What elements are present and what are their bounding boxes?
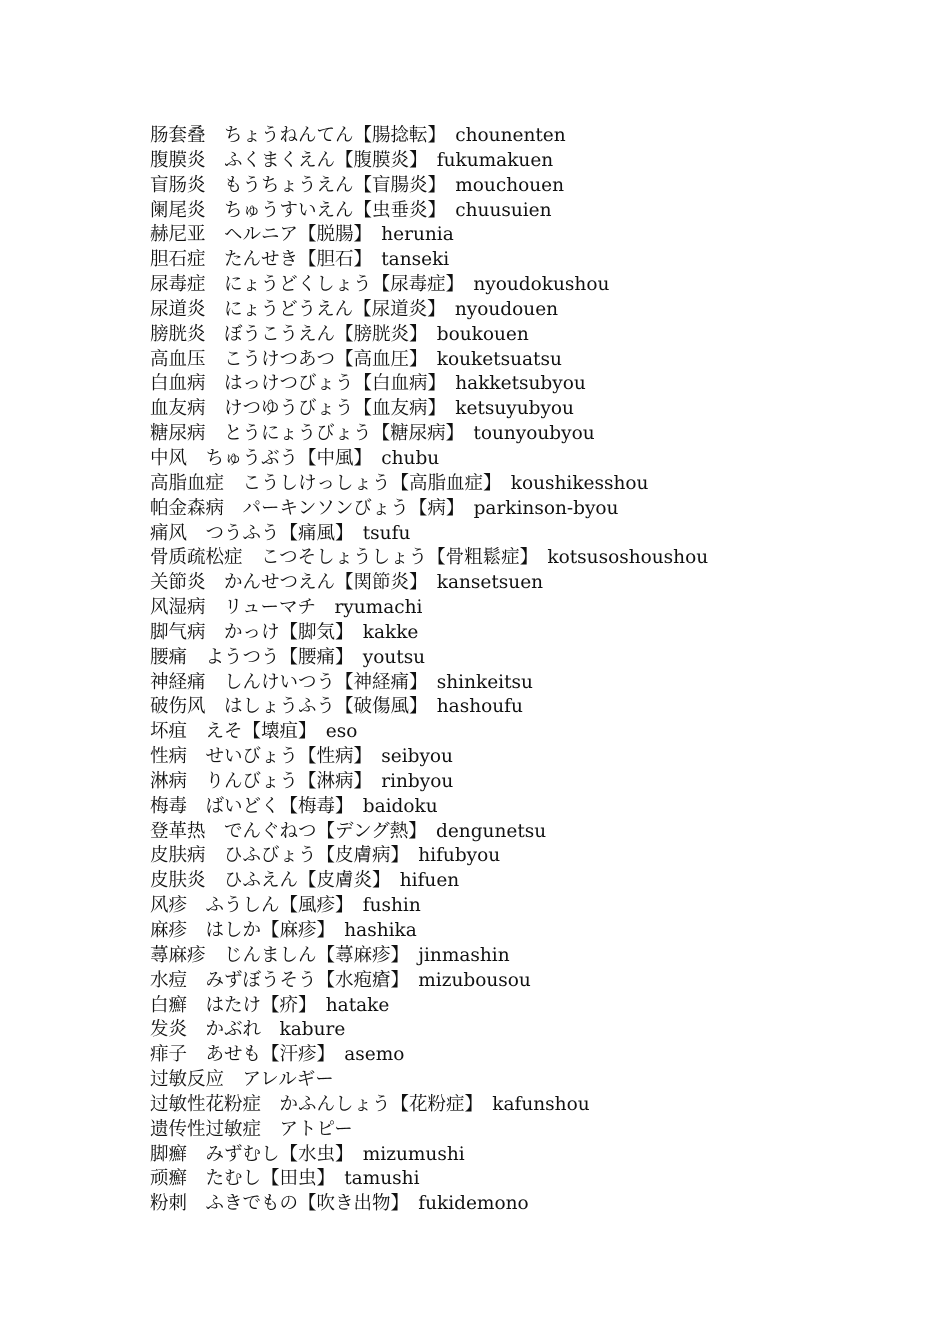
entry-text: 蕁麻疹 じんましん【蕁麻疹】 jinmashin xyxy=(150,944,510,966)
entry-text: 皮肤炎 ひふえん【皮膚炎】 hifuen xyxy=(150,870,460,892)
list-item xyxy=(150,720,910,745)
list-item xyxy=(150,273,910,298)
entry-text: 赫尼亚 ヘルニア【脱腸】 herunia xyxy=(150,224,454,246)
list-item xyxy=(150,1018,910,1043)
list-item xyxy=(150,1167,910,1192)
entry-text: 帕金森病 パーキンソンびょう【病】 parkinson-byou xyxy=(150,497,619,519)
entry-text: 性病 せいびょう【性病】 seibyou xyxy=(150,746,453,768)
entry-text: 皮肤病 ひふびょう【皮膚病】 hifubyou xyxy=(150,845,501,867)
entry-text: 麻疹 はしか【麻疹】 hashika xyxy=(150,920,417,941)
entry-text: 过敏性花粉症 かふんしょう【花粉症】 kafunshou xyxy=(150,1093,590,1115)
entry-text: 关節炎 かんせつえん【関節炎】 kansetsuen xyxy=(150,572,544,594)
list-item xyxy=(150,844,910,869)
entry-text: 血友病 けつゆうびょう【血友病】 ketsuyubyou xyxy=(150,398,574,420)
list-item xyxy=(150,994,910,1019)
document-page xyxy=(150,124,910,1217)
entry-text: 水痘 みずぼうそう【水疱瘡】 mizubousou xyxy=(150,969,531,991)
list-item xyxy=(150,621,910,646)
list-item xyxy=(150,646,910,671)
entry-text: 糖尿病 とうにょうびょう【糖尿病】 tounyoubyou xyxy=(150,423,595,445)
list-item xyxy=(150,546,910,571)
entry-text: 膀胱炎 ぼうこうえん【膀胱炎】 boukouen xyxy=(150,323,529,345)
entry-text: 脚气病 かっけ【脚気】 kakke xyxy=(150,621,419,643)
entry-text: 白癬 はたけ【疥】 hatake xyxy=(150,994,390,1016)
entry-text: 神経痛 しんけいつう【神経痛】 shinkeitsu xyxy=(150,671,533,693)
entry-text: 腹膜炎 ふくまくえん【腹膜炎】 fukumakuen xyxy=(150,149,554,171)
list-item xyxy=(150,522,910,547)
entry-text: 尿道炎 にょうどうえん【尿道炎】 nyoudouen xyxy=(150,298,559,320)
entry-text: 白血病 はっけつびょう【白血病】 hakketsubyou xyxy=(150,373,586,395)
entry-text: 风疹 ふうしん【風疹】 fushin xyxy=(150,895,421,917)
list-item xyxy=(150,298,910,323)
list-item xyxy=(150,447,910,472)
list-item xyxy=(150,745,910,770)
entry-text: 腰痛 ようつう【腰痛】 youtsu xyxy=(150,646,426,668)
entry-text: 痛风 つうふう【痛風】 tsufu xyxy=(150,522,411,544)
entry-text: 中风 ちゅうぶう【中風】 chubu xyxy=(150,447,440,469)
list-item xyxy=(150,820,910,845)
list-item xyxy=(150,1118,910,1143)
entry-text: 风湿病 リューマチ ryumachi xyxy=(150,597,423,619)
list-item xyxy=(150,124,910,149)
entry-text: 肠套叠 ちょうねんてん【腸捻転】 chounenten xyxy=(150,125,566,146)
list-item xyxy=(150,869,910,894)
list-item xyxy=(150,1043,910,1068)
entry-text: 脚癬 みずむし【水虫】 mizumushi xyxy=(150,1143,465,1165)
entry-text: 遗传性过敏症 アトピー xyxy=(150,1118,353,1140)
list-item xyxy=(150,944,910,969)
entry-text: 阑尾炎 ちゅうすいえん【虫垂炎】 chuusuien xyxy=(150,199,552,221)
list-item xyxy=(150,348,910,373)
list-item xyxy=(150,671,910,696)
entry-text: 盲肠炎 もうちょうえん【盲腸炎】 mouchouen xyxy=(150,174,565,196)
entry-text: 高脂血症 こうしけっしょう【高脂血症】 koushikesshou xyxy=(150,472,649,494)
entry-text: 破伤风 はしょうふう【破傷風】 hashoufu xyxy=(150,696,523,718)
entry-text: 坏疽 えそ【壊疽】 eso xyxy=(150,721,358,743)
list-item xyxy=(150,248,910,273)
list-item xyxy=(150,596,910,621)
entry-text: 尿毒症 にょうどくしょう【尿毒症】 nyoudokushou xyxy=(150,274,610,296)
entry-text: 高血压 こうけつあつ【高血圧】 kouketsuatsu xyxy=(150,348,562,370)
list-item xyxy=(150,695,910,720)
entry-text: 胆石症 たんせき【胆石】 tanseki xyxy=(150,249,450,271)
list-item xyxy=(150,770,910,795)
list-item xyxy=(150,1192,910,1217)
list-item xyxy=(150,472,910,497)
list-item xyxy=(150,149,910,174)
entry-text: 梅毒 ばいどく【梅毒】 baidoku xyxy=(150,795,438,817)
list-item xyxy=(150,1068,910,1093)
list-item xyxy=(150,571,910,596)
list-item xyxy=(150,372,910,397)
entry-text: 痱子 あせも【汗疹】 asemo xyxy=(150,1044,405,1066)
list-item xyxy=(150,795,910,820)
list-item xyxy=(150,323,910,348)
list-item xyxy=(150,199,910,224)
entry-text: 粉刺 ふきでもの【吹き出物】 fukidemono xyxy=(150,1193,529,1215)
entry-text: 骨质疏松症 こつそしょうしょう【骨粗鬆症】 kotsusoshoushou xyxy=(150,547,709,569)
entry-text: 过敏反应 アレルギー xyxy=(150,1069,334,1091)
list-item xyxy=(150,919,910,944)
entry-text: 登革热 でんぐねつ【デング熱】 dengunetsu xyxy=(150,820,547,842)
list-item xyxy=(150,174,910,199)
list-item xyxy=(150,497,910,522)
list-item xyxy=(150,894,910,919)
entry-text: 淋病 りんびょう【淋病】 rinbyou xyxy=(150,770,454,792)
list-item xyxy=(150,1143,910,1168)
list-item xyxy=(150,422,910,447)
list-item xyxy=(150,969,910,994)
entry-text: 发炎 かぶれ kabure xyxy=(150,1019,346,1041)
entry-text: 顽癬 たむし【田虫】 tamushi xyxy=(150,1168,420,1190)
list-item xyxy=(150,1093,910,1118)
list-item xyxy=(150,397,910,422)
list-item xyxy=(150,223,910,248)
